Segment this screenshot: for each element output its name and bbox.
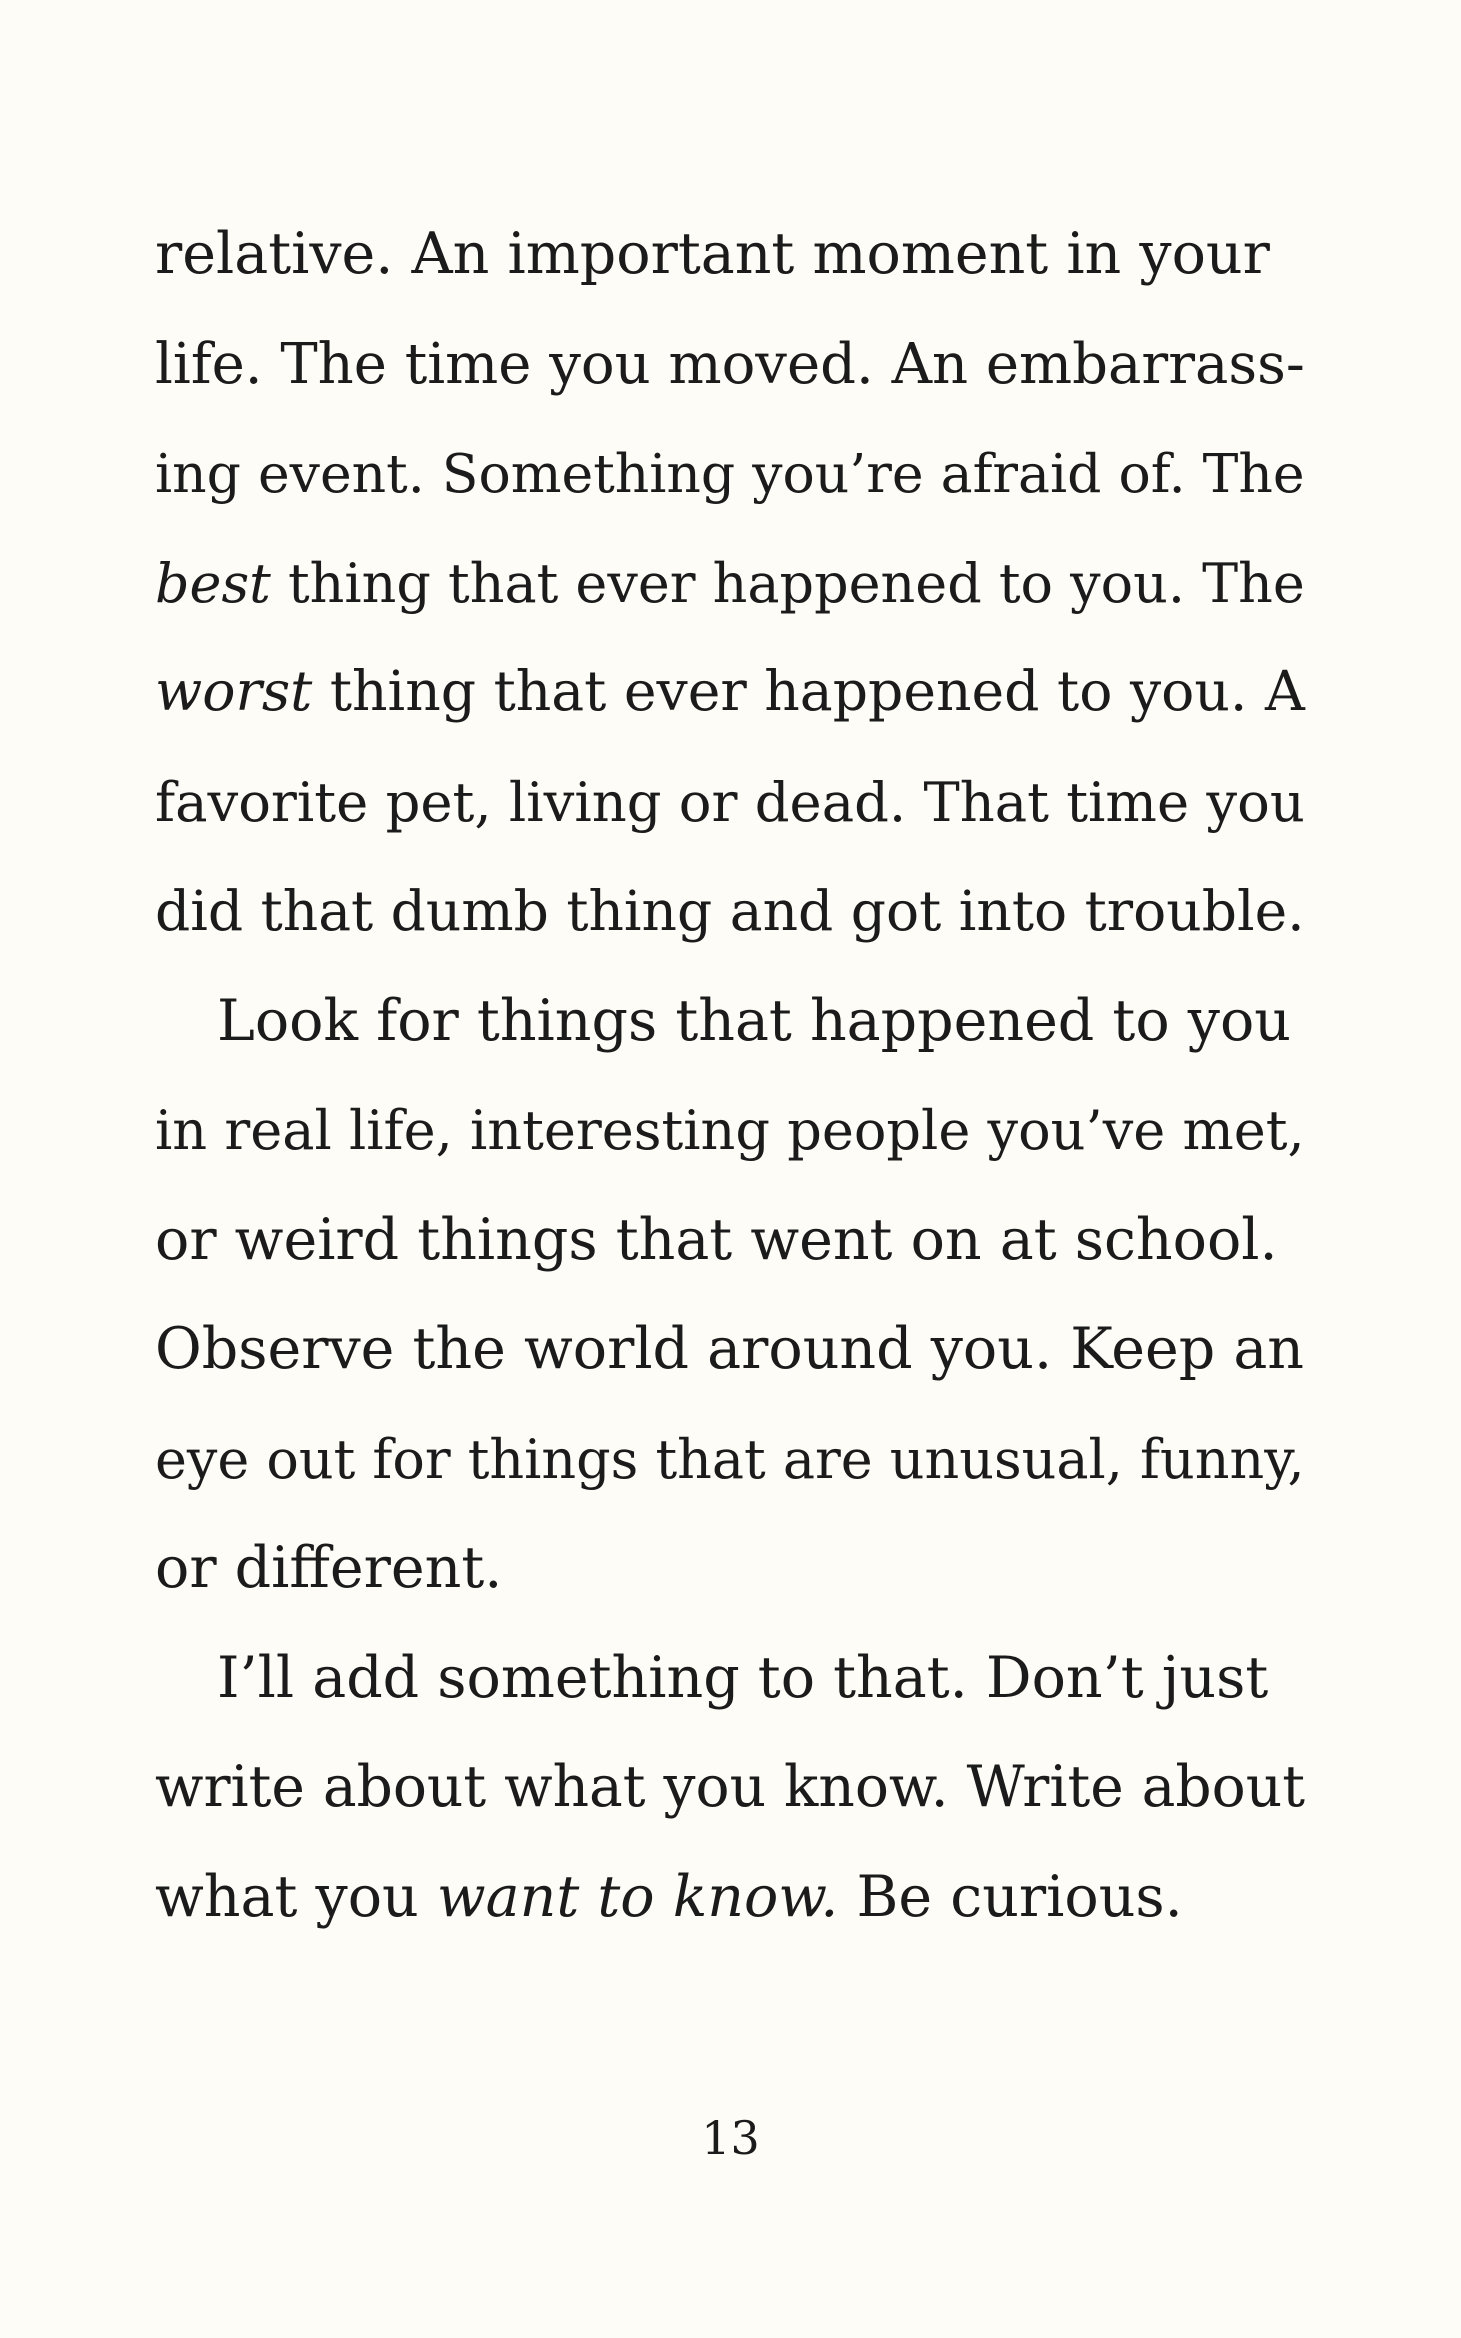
text-line: Observe the world around you. Keep an [155,1316,1305,1382]
paragraph-1 [155,200,1305,967]
body-text [155,200,1305,1952]
text-line: relative. An important moment in your [155,221,1270,287]
text-line: Look for things that happened to you [217,987,1291,1054]
text-line: in real life, interesting people you’ve met, [155,1099,1305,1162]
text-line: did that dumb thing and got into trouble. [155,879,1305,943]
text-line: what you want to know. Be curious. [155,1863,1183,1930]
text-line: I’ll add something to that. Don’t just [217,1644,1269,1711]
text-line: worst thing that ever happened to you. A [155,660,1305,724]
emphasis-text: worst [155,660,313,724]
page-number: 13 [701,2111,760,2165]
text-line: favorite pet, living or dead. That time you [155,770,1305,834]
text-line: best thing that ever happened to you. The [155,551,1305,615]
text-line: or weird things that went on at school. [155,1206,1278,1273]
paragraph-3 [155,1624,1305,1953]
text-line: eye out for things that are unusual, funny, [155,1427,1305,1491]
text-line: or different. [155,1535,503,1601]
emphasis-text: best [155,551,271,615]
emphasis-text: want to know. [436,1863,839,1930]
text-line: ing event. Something you’re afraid of. The [155,442,1305,505]
text-line: write about what you know. Write about [155,1754,1305,1820]
text-line: life. The time you moved. An embarrass- [155,331,1305,397]
paragraph-2 [155,967,1305,1624]
